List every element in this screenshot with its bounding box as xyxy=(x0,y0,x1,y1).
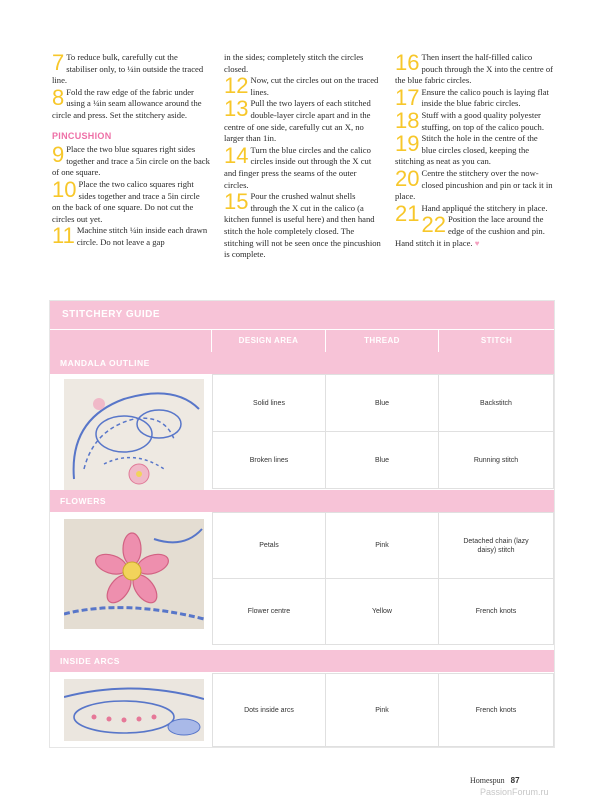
text-column-2 xyxy=(224,52,382,261)
step-11: 11 Machine stitch ¼in inside each drawn circle. Do not leave a gap xyxy=(52,223,208,249)
mandala-stitchery-image xyxy=(64,379,204,491)
text-column-1 xyxy=(52,52,210,249)
end-mark-icon: ♥ xyxy=(474,238,480,248)
header-blank xyxy=(50,329,211,352)
step-16: 16 Then insert the half-filled calico pouch through the X into the centre of the blue fabric circles. xyxy=(395,50,553,86)
cell-stitch: French knots xyxy=(438,578,554,645)
text-column-3 xyxy=(395,52,553,249)
cell-stitch: French knots xyxy=(438,673,554,747)
cell-area: Solid lines xyxy=(212,374,326,432)
section-inside-arcs: INSIDE ARCS xyxy=(50,650,554,672)
cell-area: Flower centre xyxy=(212,578,326,645)
flowers-photo xyxy=(64,519,204,629)
cell-thread: Pink xyxy=(325,512,439,579)
step-8: 8 Fold the raw edge of the fabric under using a ¼in seam allowance around the circle and press. Set the stitchery aside. xyxy=(52,84,202,120)
step-14: 14 Turn the blue circles and the calico circles inside out through the X cut and finger press the seams of the outer circles. xyxy=(224,142,372,190)
section-mandala-outline: MANDALA OUTLINE xyxy=(50,352,554,374)
cell-stitch: Detached chain (lazy daisy) stitch xyxy=(438,512,554,579)
cell-area: Dots inside arcs xyxy=(212,673,326,747)
cell-thread: Yellow xyxy=(325,578,439,645)
section-heading-pincushion: PINCUSHION xyxy=(52,130,112,141)
guide-title-bar xyxy=(50,301,554,329)
flower-stitchery-image xyxy=(64,519,204,629)
watermark: PassionForum.ru xyxy=(480,787,549,797)
magazine-name: Homespun xyxy=(470,776,505,785)
step-9: 9 Place the two blue squares right sides together and trace a 5in circle on the back of one square. xyxy=(52,142,210,178)
step-15: 15 Pour the crushed walnut shells through the X cut in the calico (a kitchen funnel is useful here) and then hand stitch the hole completely closed. The stitching will not be seen once the pincushion is complete. xyxy=(224,189,381,260)
page-footer xyxy=(470,776,520,785)
step-21: 21 Hand appliqué the stitchery in place. xyxy=(395,200,548,226)
header-stitch: STITCH xyxy=(439,329,554,352)
step-22: 22 Position the lace around the edge of the cushion and pin. Hand stitch it in place. ♥ xyxy=(395,212,545,248)
cell-thread: Blue xyxy=(325,374,439,432)
page-number: 87 xyxy=(510,776,520,785)
cell-thread: Pink xyxy=(325,673,439,747)
step-18: 18 Stuff with a good quality polyester stuffing, on top of the calico pouch. xyxy=(395,107,544,133)
cell-stitch: Running stitch xyxy=(438,431,554,489)
stitchery-guide xyxy=(49,300,555,748)
header-thread: THREAD xyxy=(326,329,438,352)
step-12: 12 Now, cut the circles out on the traced lines. xyxy=(224,73,379,99)
header-design-area: DESIGN AREA xyxy=(212,329,325,352)
inside-arcs-photo xyxy=(64,679,204,741)
arcs-stitchery-image xyxy=(64,679,204,741)
step-11-continued: in the sides; completely stitch the circles closed. xyxy=(224,52,364,74)
step-20: 20 Centre the stitchery over the now-closed pincushion and pin or tack it in place. xyxy=(395,165,553,202)
step-13: 13 Pull the two layers of each stitched double-layer circle apart and in the centre of one side, carefully cut an X, no larger than 1in. xyxy=(224,96,371,144)
step-19: 19 Stitch the hole in the centre of the blue circles closed, keeping the stitching as neat as you can. xyxy=(395,131,538,167)
step-7: 7 To reduce bulk, carefully cut the stabiliser only, to ¼in outside the traced line. xyxy=(52,50,204,86)
section-flowers: FLOWERS xyxy=(50,490,554,512)
cell-stitch: Backstitch xyxy=(438,374,554,432)
step-17: 17 Ensure the calico pouch is laying flat inside the blue fabric circles. xyxy=(395,84,549,110)
cell-area: Petals xyxy=(212,512,326,579)
cell-area: Broken lines xyxy=(212,431,326,489)
cell-thread: Blue xyxy=(325,431,439,489)
guide-title: STITCHERY GUIDE xyxy=(62,309,161,320)
mandala-outline-photo xyxy=(64,379,204,491)
step-10: 10 Place the two calico squares right sides together and trace a 5in circle on the back of one square. Do not cut the circles out yet. xyxy=(52,176,200,224)
